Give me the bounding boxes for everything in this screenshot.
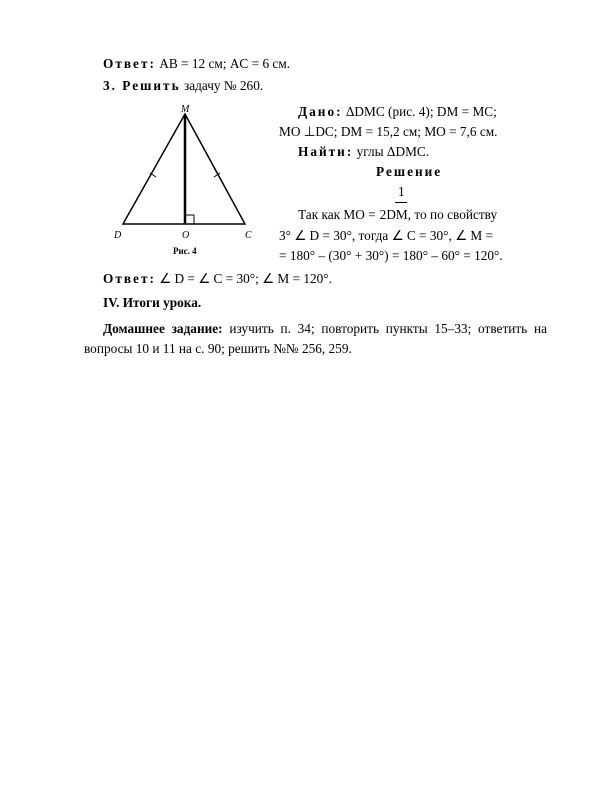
fraction-numerator: 1 [398,184,405,199]
find-text: углы ΔDMC. [356,144,430,159]
answer-1 [103,56,290,72]
homework-line-1 [103,321,547,337]
label-c: C [245,230,252,241]
answer-2 [103,271,332,287]
fraction-denominator: 2 [379,207,387,222]
figure-caption: Рис. 4 [173,246,197,256]
answer-text: ∠ D = ∠ C = 30°; ∠ M = 120°. [159,271,332,286]
solution-text: Так как MO = [298,207,376,222]
given-text: ΔDMC (рис. 4); DM = MC; [345,104,497,119]
triangle-figure [100,100,270,260]
section-title: IV. Итоги урока. [103,295,202,310]
task-label: 3. Решить [103,78,181,93]
homework-line-2: вопросы 10 и 11 на с. 90; решить №№ 256, 259. [84,341,352,356]
solution-line-3: = 180° – (30° + 30°) = 180° – 60° = 120°. [279,248,503,263]
task-line [103,78,263,94]
given-label: Дано: [298,104,343,119]
fraction-bar [395,202,407,203]
label-d: D [114,230,122,241]
find-line [298,144,429,160]
label-o: O [182,230,190,241]
solution-line-2: 3° ∠ D = 30°, тогда ∠ C = 30°, ∠ M = [279,228,494,243]
homework-label: Домашнее задание: [103,321,223,336]
answer-text: AB = 12 см; AC = 6 см. [159,56,291,71]
solution-heading: Решение [376,164,443,179]
given-line-1 [298,104,497,120]
find-label: Найти: [298,144,354,159]
task-text: задачу № 260. [183,78,264,93]
right-angle-mark [185,215,194,224]
homework-text: изучить п. 34; повторить пункты 15–33; ответить на [229,321,547,336]
answer-label: Ответ: [103,271,156,286]
label-m: M [181,104,190,115]
solution-line-1 [298,207,497,223]
solution-text: DM, то по свойству [386,207,498,222]
given-line-2: MO ⊥DC; DM = 15,2 см; MO = 7,6 см. [279,124,498,139]
answer-label: Ответ: [103,56,156,71]
